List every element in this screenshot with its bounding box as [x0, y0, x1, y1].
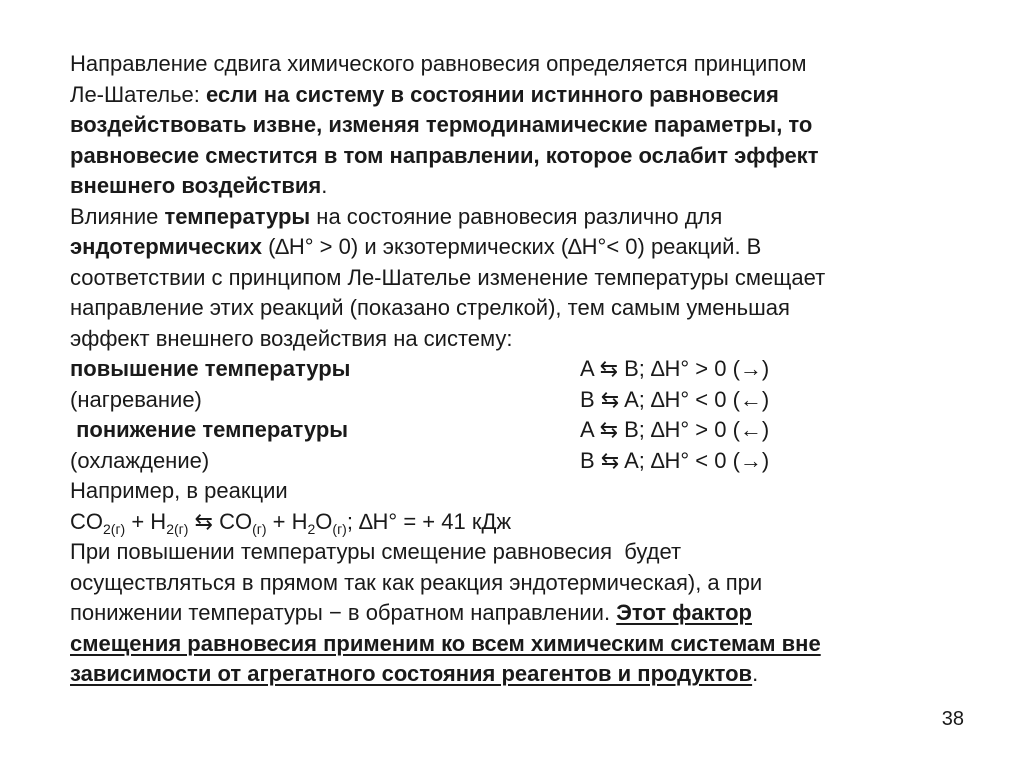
p2-line1-a: Влияние: [70, 203, 165, 229]
p1-line2-bold: если на систему в состоянии истинного равновесия: [206, 81, 779, 107]
p3-line4: [70, 629, 970, 660]
p3-line5: [70, 659, 970, 690]
p1-line5: [70, 171, 970, 202]
p1-line2: [70, 80, 970, 111]
table-row: [70, 385, 970, 416]
condition-cool-down: понижение температуры: [70, 417, 349, 442]
p1-line5-bold: внешнего воздействия: [70, 173, 322, 198]
p2-line5: эффект внешнего воздействия на систему:: [70, 325, 513, 351]
p1-line3-bold: воздействовать извне, изменяя термодинамические параметры, то: [70, 112, 813, 137]
p1-line1: Направление сдвига химического равновесия определяется принципом: [70, 51, 807, 76]
p3-line1: При повышении температуры смещение равновесия будет: [70, 539, 682, 564]
p3-line3-normal: понижении температуры − в обратном направлении.: [70, 600, 617, 625]
p1-line2-normal: Ле-Шателье:: [70, 81, 207, 107]
p2-line3: соответствии с принципом Ле-Шателье изменение температуры смещает: [70, 264, 826, 290]
p2-line4: направление этих реакций (показано стрелкой), тем самым уменьшая: [70, 295, 790, 320]
condition-cooling: (охлаждение): [70, 447, 210, 473]
text-body: [70, 49, 970, 690]
reaction-1: A ⇆ B; ∆H° > 0 (→): [580, 356, 770, 381]
p2-line1: [70, 202, 970, 233]
example-equation: $CO_{2(г)} + H_{2(г)}$ ⇆ $CO_{(г)} + H_2O_{(г)}$; ∆H° = + 41 кДж: [70, 508, 512, 537]
table-row: [70, 446, 970, 477]
reaction-2: B ⇆ A; ∆H° < 0 (←): [580, 386, 770, 412]
page-number: 38: [941, 708, 964, 730]
condition-heat-up: повышение температуры: [70, 356, 351, 381]
p1-line4: [70, 141, 970, 172]
p3-line4-highlight: смещения равновесия применим ко всем химическим системам вне: [70, 630, 821, 656]
example-intro: Например, в реакции: [70, 478, 288, 503]
p2-line2-rest: (∆H° > 0) и экзотермических (∆H°< 0) реакций. В: [261, 234, 762, 259]
p3-line3-highlight: Этот фактор: [616, 600, 752, 625]
p2-line1-b: на состояние равновесия различно для: [310, 203, 723, 229]
table-row: [70, 415, 970, 446]
p3-line5-highlight: зависимости от агрегатного состояния реагентов и продуктов: [70, 661, 753, 686]
condition-heating: (нагревание): [70, 386, 202, 412]
reaction-4: B ⇆ A; ∆H° < 0 (→): [580, 447, 770, 473]
p2-line2: [70, 232, 970, 263]
p3-line2: осуществляться в прямом так как реакция эндотермическая), а при: [70, 569, 763, 595]
table-row: [70, 354, 970, 385]
p2-line1-bold: температуры: [164, 203, 311, 229]
reaction-3: A ⇆ B; ∆H° > 0 (←): [580, 417, 770, 442]
p3-line5-end: .: [752, 661, 759, 686]
p1-line5-end: .: [321, 173, 328, 198]
p1-line3: [70, 110, 970, 141]
p2-line2-bold: эндотермических: [70, 234, 262, 259]
p1-line4-bold: равновесие сместится в том направлении, которое ослабит эффект: [70, 142, 819, 168]
p3-line3: [70, 598, 970, 629]
